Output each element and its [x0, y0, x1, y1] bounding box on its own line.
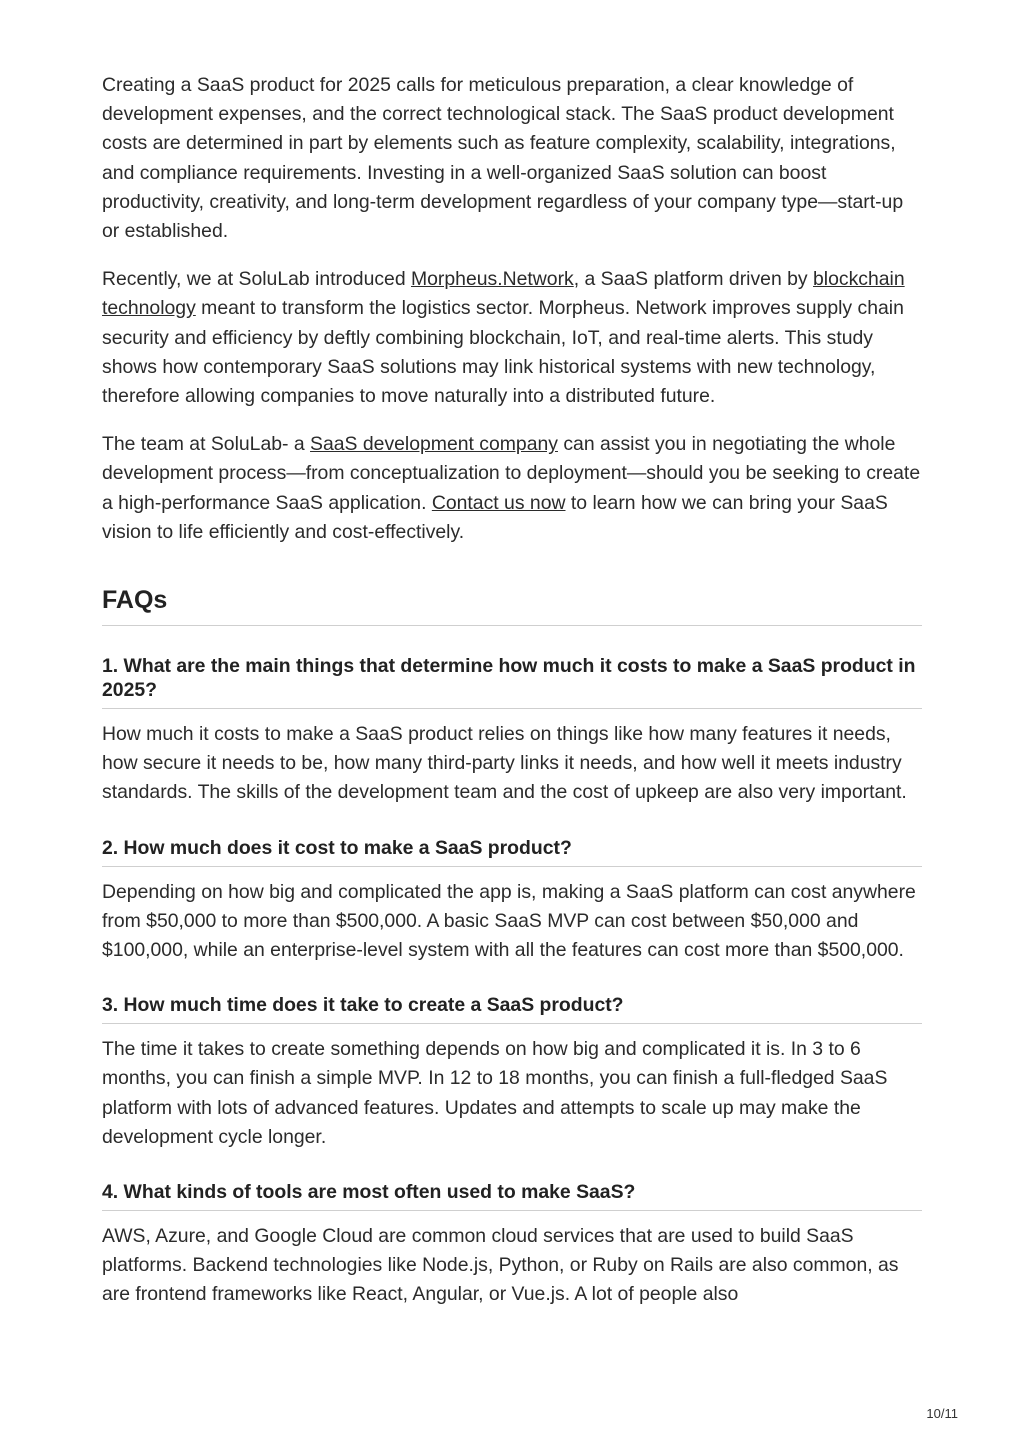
saas-development-company-link[interactable]: SaaS development company — [310, 433, 558, 456]
morpheus-network-link[interactable]: Morpheus.Network — [411, 268, 574, 291]
faq-question: 3. How much time does it take to create a SaaS product? — [102, 993, 922, 1024]
faq-question: 4. What kinds of tools are most often used to make SaaS? — [102, 1180, 922, 1211]
faq-item — [102, 836, 922, 966]
text-span: to learn how we can bring your SaaS vision to life efficiently and cost-effectively. — [102, 491, 888, 543]
intro-section — [102, 71, 922, 547]
faq-item — [102, 654, 922, 808]
faq-answer: Depending on how big and complicated the app is, making a SaaS platform can cost anywhere from $50,000 to more than $500,000. A basic SaaS MVP can cost between $50,000 and $100,000, while an enterprise-level system with all the features can cost more than $500,000. — [102, 880, 916, 962]
contact-us-link[interactable]: Contact us now — [431, 491, 566, 514]
text-span: , a SaaS platform driven by — [573, 268, 814, 291]
intro-paragraph-2 — [102, 265, 922, 411]
intro-paragraph-3 — [102, 430, 922, 547]
text-span: The team at SoluLab- a — [102, 433, 311, 456]
faq-answer: AWS, Azure, and Google Cloud are common cloud services that are used to build SaaS platforms. Backend technologies like Node.js, Python, or Ruby on Rails are also common, as are frontend frameworks like React, Angular, or Vue.js. A lot of people also — [102, 1225, 899, 1306]
faq-item — [102, 993, 922, 1152]
document-page — [102, 71, 922, 1310]
text-span: Recently, we at SoluLab introduced — [102, 268, 411, 291]
page-number: 10/11 — [926, 1406, 958, 1421]
text-span: meant to transform the logistics sector. Morpheus. Network improves supply chain security and efficiency by deftly combining blockchain, IoT, and real-time alerts. This study shows how contemporary SaaS solutions may link historical systems with new technology, therefore allowing companies to move naturally into a distributed future. — [102, 297, 904, 408]
faqs-heading: FAQs — [102, 583, 922, 626]
faq-question: 2. How much does it cost to make a SaaS product? — [102, 836, 922, 867]
faq-item — [102, 1180, 922, 1310]
faq-question: 1. What are the main things that determine how much it costs to make a SaaS product in 2025? — [102, 654, 922, 709]
faq-answer: How much it costs to make a SaaS product relies on things like how many features it needs, how secure it needs to be, how many third-party links it needs, and how well it meets industry standards. The skills of the development team and the cost of upkeep are also very important. — [102, 723, 907, 804]
blockchain-technology-link[interactable]: blockchain technology — [102, 268, 905, 320]
intro-paragraph-1: Creating a SaaS product for 2025 calls for meticulous preparation, a clear knowledge of development expenses, and the correct technological stack. The SaaS product development costs are determined in part by elements such as feature complexity, scalability, integrations, and compliance requirements. Investing in a well-organized SaaS solution can boost productivity, creativity, and long-term development regardless of your company type—start-up or established. — [102, 74, 904, 243]
faq-answer: The time it takes to create something depends on how big and complicated it is. In 3 to 6 months, you can finish a simple MVP. In 12 to 18 months, you can finish a full-fledged SaaS platform with lots of advanced features. Updates and attempts to scale up may make the development cycle longer. — [102, 1038, 888, 1148]
text-span: can assist you in negotiating the whole development process—from conceptualization to deployment—should you be seeking to create a high-performance SaaS application. — [102, 433, 921, 514]
